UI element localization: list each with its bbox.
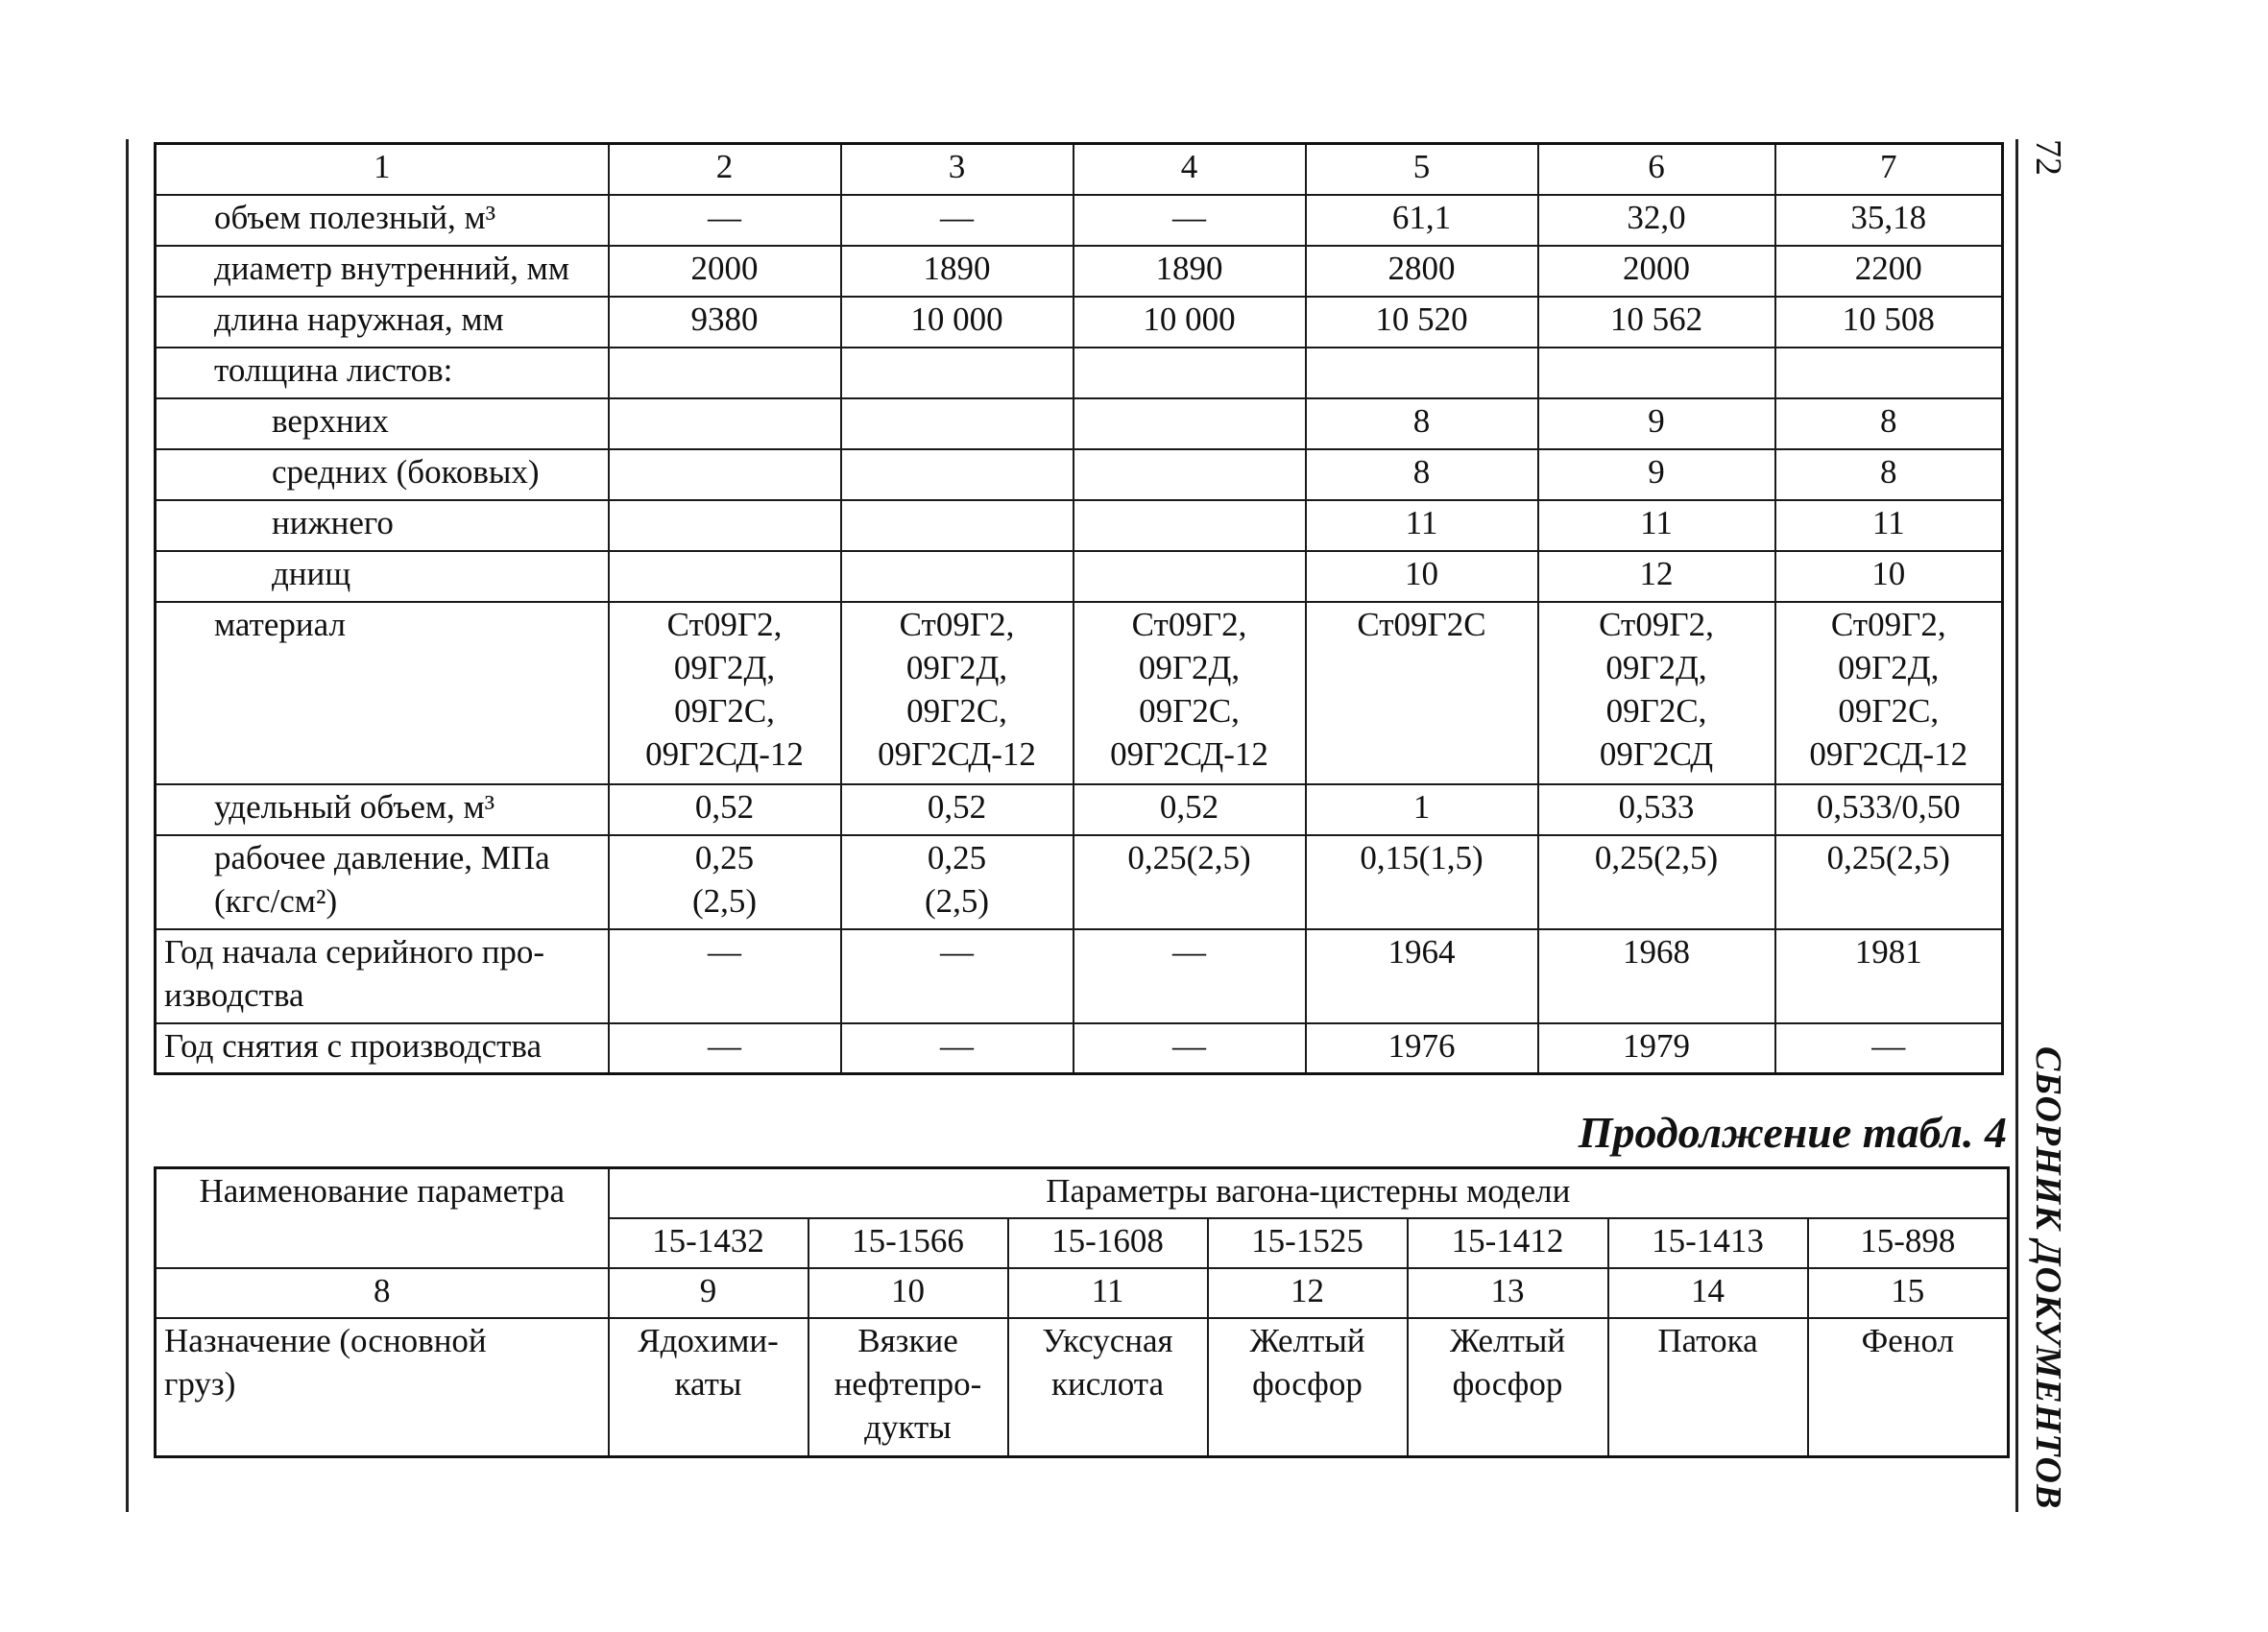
cargo-row <box>156 1318 2009 1457</box>
table-cell <box>1074 551 1306 602</box>
table-cell: 10 <box>1306 551 1538 602</box>
row-label: Год начала серийного про- изводства <box>156 929 609 1023</box>
table-cell: 10 520 <box>1306 297 1538 348</box>
table-cell: Ст09Г2, 09Г2Д, 09Г2С, 09Г2СД-12 <box>1074 602 1306 784</box>
table-cell: 9 <box>1538 398 1775 449</box>
model-cell: 15-1412 <box>1408 1218 1608 1268</box>
table-cell: 9 <box>1538 449 1775 500</box>
table-cell: 1979 <box>1538 1023 1775 1074</box>
table-row <box>156 929 2003 1023</box>
table-cell: 0,25 (2,5) <box>841 835 1074 929</box>
table-row <box>156 500 2003 551</box>
left-margin-rule <box>126 139 129 1512</box>
model-cell: 15-898 <box>1808 1218 2009 1268</box>
row-label: рабочее давление, МПа (кгс/см²) <box>156 835 609 929</box>
row-label: Назначение (основной груз) <box>156 1318 609 1457</box>
table-cell: 0,533/0,50 <box>1775 784 2003 835</box>
table-cell: 2000 <box>609 246 841 297</box>
table-cell: 0,52 <box>841 784 1074 835</box>
table-cell <box>609 551 841 602</box>
table-cell <box>609 500 841 551</box>
table-cell <box>1074 449 1306 500</box>
table-cell: 11 <box>1538 500 1775 551</box>
table-cell: 1890 <box>1074 246 1306 297</box>
cargo-cell: Фенол <box>1808 1318 2009 1457</box>
table-cell: 0,25(2,5) <box>1775 835 2003 929</box>
table-cell <box>841 398 1074 449</box>
table-row <box>156 348 2003 398</box>
column-number-cell: 13 <box>1408 1268 1608 1318</box>
table-cell <box>609 398 841 449</box>
column-number-cell: 12 <box>1208 1268 1408 1318</box>
table-row <box>156 835 2003 929</box>
table-cell: 0,52 <box>1074 784 1306 835</box>
table-cell <box>841 348 1074 398</box>
cargo-cell: Вязкие нефтепро- дукты <box>808 1318 1008 1457</box>
column-number-cell: 6 <box>1538 144 1775 195</box>
table-cell: 8 <box>1306 449 1538 500</box>
table-cell: — <box>841 929 1074 1023</box>
row-label: длина наружная, мм <box>156 297 609 348</box>
table-cell: Ст09Г2С <box>1306 602 1538 784</box>
table-cell: 0,15(1,5) <box>1306 835 1538 929</box>
column-number-cell: 9 <box>609 1268 808 1318</box>
table-cell: 10 562 <box>1538 297 1775 348</box>
table-cell: 1968 <box>1538 929 1775 1023</box>
column-number-cell: 14 <box>1608 1268 1808 1318</box>
table-row <box>156 1023 2003 1074</box>
table-cell: 11 <box>1306 500 1538 551</box>
column-numbers-row <box>156 144 2003 195</box>
model-cell: 15-1432 <box>609 1218 808 1268</box>
cargo-cell: Желтый фосфор <box>1208 1318 1408 1457</box>
table-cell: 2000 <box>1538 246 1775 297</box>
table-cell: — <box>1074 929 1306 1023</box>
model-cell: 15-1525 <box>1208 1218 1408 1268</box>
table-cell: 61,1 <box>1306 195 1538 246</box>
table-cell: — <box>1074 1023 1306 1074</box>
table-cell: 10 508 <box>1775 297 2003 348</box>
right-margin-rule <box>2015 139 2018 1512</box>
table-cell: 10 <box>1775 551 2003 602</box>
row-label: объем полезный, м³ <box>156 195 609 246</box>
specs-table-top <box>154 142 2004 1075</box>
column-number-cell: 8 <box>156 1268 609 1318</box>
table-cell: — <box>841 1023 1074 1074</box>
header-row <box>156 1168 2009 1218</box>
table-cell: 32,0 <box>1538 195 1775 246</box>
cargo-cell: Желтый фосфор <box>1408 1318 1608 1457</box>
table-cell <box>609 449 841 500</box>
specs-table-bottom <box>154 1166 2010 1458</box>
table-cell: 0,533 <box>1538 784 1775 835</box>
table-row <box>156 602 2003 784</box>
table-cell <box>1306 348 1538 398</box>
table-cell: — <box>1775 1023 2003 1074</box>
row-label: удельный объем, м³ <box>156 784 609 835</box>
row-label: средних (боковых) <box>156 449 609 500</box>
table-cell: — <box>609 1023 841 1074</box>
model-cell: 15-1608 <box>1008 1218 1208 1268</box>
table-cell <box>609 348 841 398</box>
model-cell: 15-1566 <box>808 1218 1008 1268</box>
table-cell <box>841 551 1074 602</box>
table-row <box>156 398 2003 449</box>
table-cell: 1981 <box>1775 929 2003 1023</box>
table-cell: 11 <box>1775 500 2003 551</box>
table-cell: 10 000 <box>1074 297 1306 348</box>
table-cell: — <box>841 195 1074 246</box>
table-row <box>156 246 2003 297</box>
table-cell: 0,25 (2,5) <box>609 835 841 929</box>
row-label: диаметр внутренний, мм <box>156 246 609 297</box>
table-cell <box>1775 348 2003 398</box>
page-number: 72 <box>2028 139 2068 176</box>
cargo-cell: Патока <box>1608 1318 1808 1457</box>
table-cell: — <box>1074 195 1306 246</box>
group-header-cell: Параметры вагона-цистерны модели <box>609 1168 2009 1218</box>
model-cell: 15-1413 <box>1608 1218 1808 1268</box>
column-number-cell: 5 <box>1306 144 1538 195</box>
table-cell: Ст09Г2, 09Г2Д, 09Г2С, 09Г2СД-12 <box>1775 602 2003 784</box>
cargo-cell: Ядохими- каты <box>609 1318 808 1457</box>
column-number-cell: 10 <box>808 1268 1008 1318</box>
table-cell: 1 <box>1306 784 1538 835</box>
table-row <box>156 551 2003 602</box>
row-label: толщина листов: <box>156 348 609 398</box>
column-number-cell: 15 <box>1808 1268 2009 1318</box>
table-cell: 2800 <box>1306 246 1538 297</box>
table-row <box>156 449 2003 500</box>
table-cell: 2200 <box>1775 246 2003 297</box>
row-label: днищ <box>156 551 609 602</box>
column-number-cell: 3 <box>841 144 1074 195</box>
row-label: Год снятия с производства <box>156 1023 609 1074</box>
column-number-cell: 2 <box>609 144 841 195</box>
param-header-cell: Наименование параметра <box>156 1168 609 1268</box>
table-cell <box>1074 398 1306 449</box>
column-numbers-row <box>156 1268 2009 1318</box>
table-cell: 35,18 <box>1775 195 2003 246</box>
table-cell <box>1538 348 1775 398</box>
table-cell: Ст09Г2, 09Г2Д, 09Г2С, 09Г2СД <box>1538 602 1775 784</box>
table-cell: 12 <box>1538 551 1775 602</box>
cargo-cell: Уксусная кислота <box>1008 1318 1208 1457</box>
table-cell: 8 <box>1306 398 1538 449</box>
table-cell: 1890 <box>841 246 1074 297</box>
table-row <box>156 297 2003 348</box>
column-number-cell: 1 <box>156 144 609 195</box>
table-cell: 8 <box>1775 449 2003 500</box>
column-number-cell: 7 <box>1775 144 2003 195</box>
continuation-title: Продолжение табл. 4 <box>1578 1108 2007 1157</box>
table-cell: Ст09Г2, 09Г2Д, 09Г2С, 09Г2СД-12 <box>841 602 1074 784</box>
table-cell: 10 000 <box>841 297 1074 348</box>
table-cell <box>1074 500 1306 551</box>
running-header: СБОРНИК ДОКУМЕНТОВ <box>2028 1046 2068 1510</box>
column-number-cell: 11 <box>1008 1268 1208 1318</box>
column-number-cell: 4 <box>1074 144 1306 195</box>
table-cell <box>841 500 1074 551</box>
table-cell: 1964 <box>1306 929 1538 1023</box>
table-cell: 8 <box>1775 398 2003 449</box>
table-cell: — <box>609 929 841 1023</box>
row-label: нижнего <box>156 500 609 551</box>
table-cell: Ст09Г2, 09Г2Д, 09Г2С, 09Г2СД-12 <box>609 602 841 784</box>
table-row <box>156 784 2003 835</box>
row-label: верхних <box>156 398 609 449</box>
table-cell: 0,25(2,5) <box>1074 835 1306 929</box>
table-cell <box>1074 348 1306 398</box>
table-cell <box>841 449 1074 500</box>
table-cell: 9380 <box>609 297 841 348</box>
table-cell: 0,52 <box>609 784 841 835</box>
table-row <box>156 195 2003 246</box>
table-cell: 0,25(2,5) <box>1538 835 1775 929</box>
table-cell: — <box>609 195 841 246</box>
table-cell: 1976 <box>1306 1023 1538 1074</box>
row-label: материал <box>156 602 609 784</box>
